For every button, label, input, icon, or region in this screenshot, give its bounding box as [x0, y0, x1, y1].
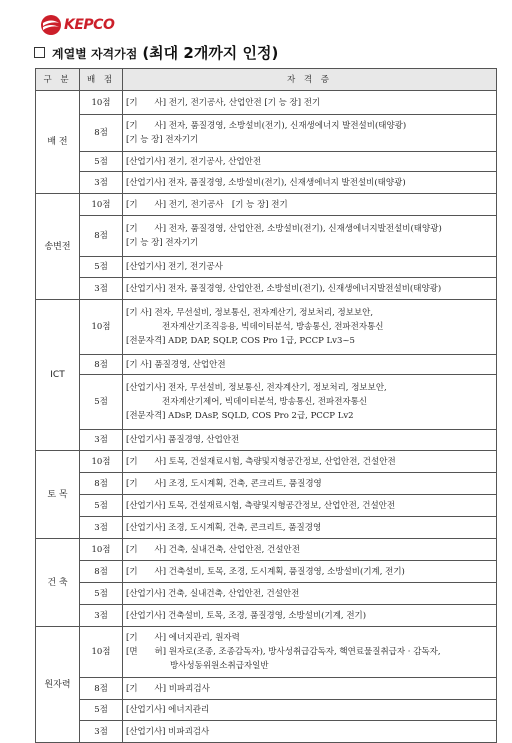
- table-row: [36, 172, 497, 194]
- certificate-line: [산업기사] 비파괴검사: [126, 726, 210, 737]
- certificate-line: [기 사] 전자, 품질경영, 산업안전, 소방설비(전기), 신재생에너지발전설비(태양광): [126, 224, 442, 234]
- score-cell: 8점: [80, 678, 123, 700]
- certificates-cell: [123, 300, 497, 355]
- certificate-line: [기 사] 전기, 전기공사 [기 능 장] 전기: [126, 199, 288, 210]
- certificates-cell: [123, 721, 497, 743]
- section-heading: [34, 42, 278, 63]
- category-cell: ICT: [36, 300, 80, 451]
- certificates-cell: [123, 583, 497, 605]
- certificate-line: [전문자격] ADP, DAP, SQLP, COS Pro 1급, PCCP Lv3~5: [126, 336, 355, 346]
- certificates-cell: [123, 539, 497, 561]
- certificate-line: [기 사] 비파괴검사: [126, 683, 210, 694]
- certificate-line: [산업기사] 건축설비, 토목, 조경, 품질경영, 소방설비(기계, 전기): [126, 610, 367, 621]
- certificate-line: [기 사] 조경, 도시계획, 건축, 콘크리트, 품질경영: [126, 478, 322, 489]
- certificate-line: [전문자격] ADsP, DAsP, SQLD, COS Pro 2급, PCCP Lv2: [126, 411, 354, 421]
- table-row: [36, 355, 497, 375]
- table-header-row: [36, 69, 497, 91]
- score-cell: 3점: [80, 430, 123, 451]
- certificate-line: [기 사] 전자, 무선설비, 정보통신, 전자계산기, 정보처리, 정보보안,: [126, 308, 374, 318]
- table-row: [36, 278, 497, 300]
- certificates-cell: [123, 430, 497, 451]
- certificate-line: [기 사] 건축, 실내건축, 산업안전, 건설안전: [126, 544, 300, 555]
- score-cell: 8점: [80, 115, 123, 152]
- table-row: [36, 473, 497, 495]
- score-cell: 10점: [80, 627, 123, 678]
- table-row: [36, 451, 497, 473]
- header-certificates: 자 격 증: [123, 69, 497, 91]
- certificate-line: [산업기사] 전자, 무선설비, 정보통신, 전자계산기, 정보처리, 정보보안,: [126, 383, 387, 393]
- header-score: 배 점: [80, 69, 123, 91]
- table-row: [36, 430, 497, 451]
- table-row: [36, 605, 497, 627]
- certificates-cell: [123, 700, 497, 721]
- table-row: [36, 216, 497, 257]
- table-row: [36, 517, 497, 539]
- certificates-cell: [123, 91, 497, 115]
- certificates-cell: [123, 473, 497, 495]
- table-row: [36, 678, 497, 700]
- score-cell: 3점: [80, 278, 123, 300]
- table-row: [36, 627, 497, 678]
- table-row: [36, 561, 497, 583]
- certificates-cell: [123, 355, 497, 375]
- certificate-line: [산업기사] 조경, 도시계획, 건축, 콘크리트, 품질경영: [126, 522, 322, 533]
- table-row: [36, 91, 497, 115]
- certificates-cell: [123, 495, 497, 517]
- score-cell: 5점: [80, 700, 123, 721]
- certificates-cell: [123, 257, 497, 278]
- table-row: [36, 115, 497, 152]
- certificate-line: [기 사] 토목, 건설재료시험, 측량및지형공간정보, 산업안전, 건설안전: [126, 456, 396, 467]
- category-cell: 건 축: [36, 539, 80, 627]
- certificates-cell: [123, 152, 497, 172]
- certificates-cell: [123, 172, 497, 194]
- heading-note: (최대 2개까지 인정): [142, 44, 279, 62]
- certificate-line: [산업기사] 토목, 건설재료시험, 측량및지형공간정보, 산업안전, 건설안전: [126, 500, 396, 511]
- category-cell: 송변전: [36, 194, 80, 300]
- table-row: [36, 375, 497, 430]
- certificate-line: [산업기사] 전기, 전기공사, 산업안전: [126, 156, 262, 167]
- checkbox-square-icon: [34, 47, 45, 58]
- certificate-line: [산업기사] 전자, 품질경영, 산업안전, 소방설비(전기), 신재생에너지발전설비(태양광): [126, 283, 442, 294]
- certificates-cell: [123, 451, 497, 473]
- certificate-line: 전자계산기조직응용, 빅데이터분석, 방송통신, 전파전자통신: [162, 322, 384, 332]
- score-cell: 5점: [80, 375, 123, 430]
- certificate-line: [산업기사] 품질경영, 산업안전: [126, 435, 240, 445]
- table-row: [36, 152, 497, 172]
- score-cell: 3점: [80, 721, 123, 743]
- certificate-line: 전자계산기제어, 빅데이터분석, 방송통신, 전파전자통신: [162, 397, 368, 407]
- category-cell: 토 목: [36, 451, 80, 539]
- certificates-cell: [123, 278, 497, 300]
- score-cell: 8점: [80, 561, 123, 583]
- certificates-cell: [123, 517, 497, 539]
- score-cell: 10점: [80, 539, 123, 561]
- heading-title: 계열별 자격가점: [52, 47, 138, 61]
- certificate-line: [산업기사] 건축, 실내건축, 산업안전, 건설안전: [126, 588, 300, 599]
- score-cell: 8점: [80, 355, 123, 375]
- table-row: [36, 257, 497, 278]
- score-cell: 8점: [80, 216, 123, 257]
- score-cell: 3점: [80, 605, 123, 627]
- certificates-cell: [123, 216, 497, 257]
- score-cell: 3점: [80, 517, 123, 539]
- score-cell: 5점: [80, 152, 123, 172]
- certificate-line: [기 능 장] 전자기기: [126, 135, 199, 145]
- certificate-points-table: [35, 68, 497, 743]
- certificate-line: [기 사] 전기, 전기공사, 산업안전 [기 능 장] 전기: [126, 97, 321, 108]
- kepco-logo-text: KEPCO: [64, 17, 115, 33]
- score-cell: 5점: [80, 583, 123, 605]
- kepco-logo-mark-icon: [40, 14, 62, 36]
- table-row: [36, 194, 497, 216]
- certificate-line: 방사성동위원소취급자일반: [170, 661, 269, 671]
- header-category: 구 분: [36, 69, 80, 91]
- score-cell: 8점: [80, 473, 123, 495]
- certificate-line: [기 사] 건축설비, 토목, 조경, 도시계획, 품질경영, 소방설비(기계, 전기): [126, 566, 405, 577]
- score-cell: 10점: [80, 194, 123, 216]
- table-row: [36, 583, 497, 605]
- score-cell: 10점: [80, 451, 123, 473]
- kepco-logo: [40, 14, 114, 36]
- category-cell: 원자력: [36, 627, 80, 743]
- score-cell: 5점: [80, 495, 123, 517]
- certificates-cell: [123, 375, 497, 430]
- certificate-line: [기 사] 전자, 품질경영, 소방설비(전기), 신재생에너지 발전설비(태양광): [126, 121, 407, 131]
- certificates-cell: [123, 627, 497, 678]
- table-row: [36, 300, 497, 355]
- table-row: [36, 700, 497, 721]
- category-cell: 배 전: [36, 91, 80, 194]
- certificate-line: [기 사] 품질경영, 산업안전: [126, 359, 226, 370]
- table-row: [36, 495, 497, 517]
- certificate-line: [기 능 장] 전자기기: [126, 238, 199, 248]
- score-cell: 5점: [80, 257, 123, 278]
- certificates-cell: [123, 194, 497, 216]
- certificates-cell: [123, 605, 497, 627]
- score-cell: 10점: [80, 91, 123, 115]
- certificates-cell: [123, 561, 497, 583]
- score-cell: 3점: [80, 172, 123, 194]
- certificates-cell: [123, 678, 497, 700]
- certificate-line: [기 사] 에너지관리, 원자력: [126, 633, 240, 643]
- certificates-cell: [123, 115, 497, 152]
- certificate-line: [산업기사] 전기, 전기공사: [126, 262, 223, 272]
- table-row: [36, 721, 497, 743]
- table-row: [36, 539, 497, 561]
- score-cell: 10점: [80, 300, 123, 355]
- certificate-line: [산업기사] 전자, 품질경영, 소방설비(전기), 신재생에너지 발전설비(태양광): [126, 177, 406, 188]
- certificate-line: [면 허] 원자로(조종, 조종감독자), 방사성취급감독자, 핵연료물질취급자 · 감독자,: [126, 647, 441, 657]
- certificate-line: [산업기사] 에너지관리: [126, 705, 210, 715]
